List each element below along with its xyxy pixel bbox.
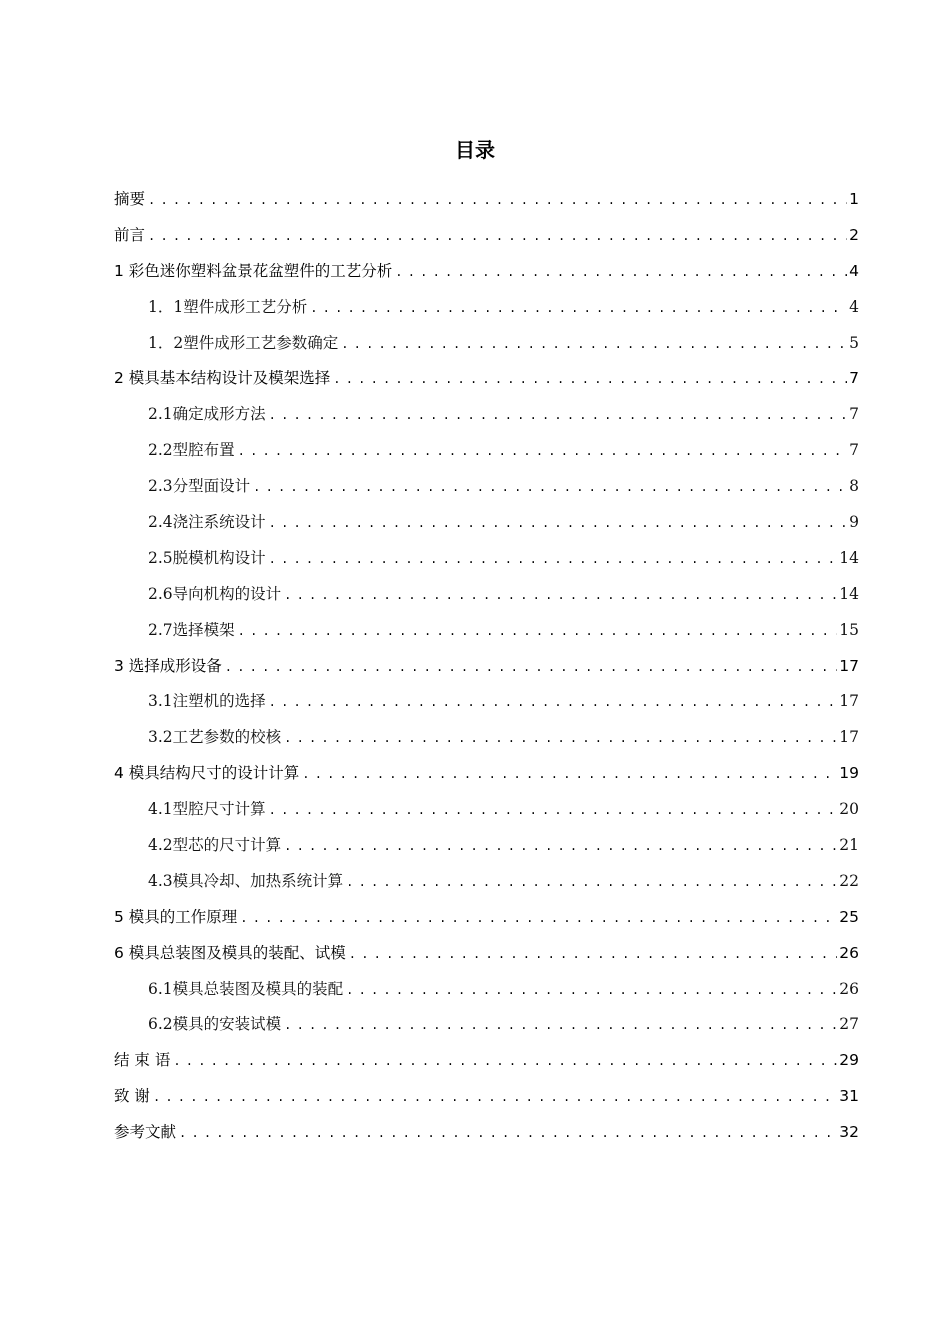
toc-dot-leader [238,434,847,469]
toc-entry-label: 1．1塑件成形工艺分析 [148,297,308,316]
toc-entry-label: 3 选择成形设备 [114,656,222,675]
toc-entry [114,505,859,541]
toc-entry-label: 2.7选择模架 [148,620,235,639]
toc-dot-leader [148,183,847,218]
toc-entry-label: 摘要 [114,190,146,208]
toc-dot-leader [284,829,837,864]
toc-entry [114,433,859,469]
toc-dot-leader [302,757,837,792]
toc-entry-label: 4.3模具冷却、加热系统计算 [148,871,344,890]
toc-entry-page-number: 15 [839,620,859,639]
toc-dot-leader [269,506,847,541]
toc-dot-leader [284,721,837,756]
toc-entry-page-number: 7 [849,441,859,460]
toc-entry-label: 4 模具结构尺寸的设计计算 [114,764,300,783]
toc-entry-label: 1．2塑件成形工艺参数确定 [148,333,339,352]
toc-entry [114,828,859,864]
toc-entry-page-number: 4 [849,297,859,316]
toc-dot-leader [238,614,838,649]
toc-entry-page-number: 7 [849,405,859,424]
toc-dot-leader [284,578,837,613]
toc-entry-page-number: 21 [839,836,859,855]
toc-dot-leader [269,793,838,828]
toc-list [114,182,859,1151]
toc-entry-page-number: 17 [839,728,859,747]
toc-entry-label: 2.2型腔布置 [148,441,235,460]
toc-entry-page-number: 7 [849,369,859,388]
toc-entry [114,326,859,362]
toc-entry [114,649,859,685]
toc-entry-page-number: 22 [839,871,859,890]
toc-entry-page-number: 14 [839,548,859,567]
toc-entry-page-number: 27 [839,1015,859,1034]
toc-dot-leader [346,973,837,1008]
toc-entry [114,1079,859,1115]
toc-entry [114,1043,859,1079]
toc-entry-label: 结 束 语 [114,1051,171,1070]
toc-dot-leader [179,1116,837,1151]
toc-entry [114,936,859,972]
toc-entry [114,1115,859,1151]
toc-dot-leader [310,291,847,326]
toc-dot-leader [341,327,847,362]
toc-entry [114,720,859,756]
toc-entry-label: 6.1模具总装图及模具的装配 [148,979,344,998]
toc-entry [114,469,859,505]
toc-entry-label: 6 模具总装图及模具的装配、试模 [114,943,346,962]
toc-entry-page-number: 25 [839,907,859,926]
toc-entry-label: 致 谢 [114,1087,150,1106]
toc-dot-leader [269,398,847,433]
toc-entry [114,218,859,254]
toc-entry-label: 2.4浇注系统设计 [148,513,266,532]
toc-entry-page-number: 8 [849,477,859,496]
toc-entry-label: 4.1型腔尺寸计算 [148,800,266,819]
toc-entry-label: 3.1注塑机的选择 [148,692,266,711]
toc-entry-page-number: 29 [839,1051,859,1070]
toc-entry-page-number: 4 [849,261,859,280]
toc-entry-label: 1 彩色迷你塑料盆景花盆塑件的工艺分析 [114,261,393,280]
toc-dot-leader [253,470,847,505]
toc-dot-leader [173,1044,837,1079]
toc-entry [114,684,859,720]
toc-dot-leader [269,685,838,720]
toc-entry-label: 2.5脱模机构设计 [148,548,266,567]
toc-dot-leader [148,219,847,254]
toc-entry [114,972,859,1008]
toc-dot-leader [269,542,838,577]
toc-entry [114,290,859,326]
toc-entry-label: 2.6导向机构的设计 [148,584,282,603]
toc-entry [114,756,859,792]
toc-dot-leader [346,865,837,900]
toc-entry-label: 前言 [114,225,146,244]
toc-entry-page-number: 26 [839,979,859,998]
toc-dot-leader [225,650,837,685]
toc-dot-leader [349,937,837,972]
toc-entry-label: 6.2模具的安装试模 [148,1015,282,1034]
toc-entry-page-number: 31 [839,1087,859,1106]
toc-entry-page-number: 2 [849,225,859,244]
toc-entry [114,864,859,900]
toc-entry [114,397,859,433]
toc-entry-label: 2.3分型面设计 [148,477,251,496]
toc-entry-page-number: 32 [839,1123,859,1142]
toc-entry-label: 4.2型芯的尺寸计算 [148,836,282,855]
toc-title: 目录 [455,138,495,162]
toc-entry-page-number: 17 [839,692,859,711]
toc-entry-page-number: 20 [839,800,859,819]
toc-entry-page-number: 14 [839,584,859,603]
toc-dot-leader [284,1008,837,1043]
toc-entry [114,613,859,649]
toc-entry [114,900,859,936]
toc-entry-page-number: 17 [839,656,859,675]
toc-entry [114,361,859,397]
toc-dot-leader [333,362,847,397]
toc-dot-leader [153,1080,837,1115]
toc-entry-label: 2.1确定成形方法 [148,405,266,424]
toc-entry-page-number: 26 [839,943,859,962]
toc-entry-page-number: 9 [849,513,859,532]
toc-entry-page-number: 5 [849,333,859,352]
toc-entry-page-number: 19 [839,764,859,783]
toc-entry-label: 参考文献 [114,1123,177,1142]
toc-entry [114,254,859,290]
toc-dot-leader [395,255,847,290]
toc-entry-label: 5 模具的工作原理 [114,907,238,926]
toc-entry [114,577,859,613]
toc-entry-page-number: 1 [849,190,859,208]
toc-entry [114,182,859,218]
toc-dot-leader [240,901,837,936]
toc-entry-label: 3.2工艺参数的校核 [148,728,282,747]
toc-entry [114,792,859,828]
toc-entry [114,1007,859,1043]
toc-entry-label: 2 模具基本结构设计及模架选择 [114,369,331,388]
toc-entry [114,541,859,577]
